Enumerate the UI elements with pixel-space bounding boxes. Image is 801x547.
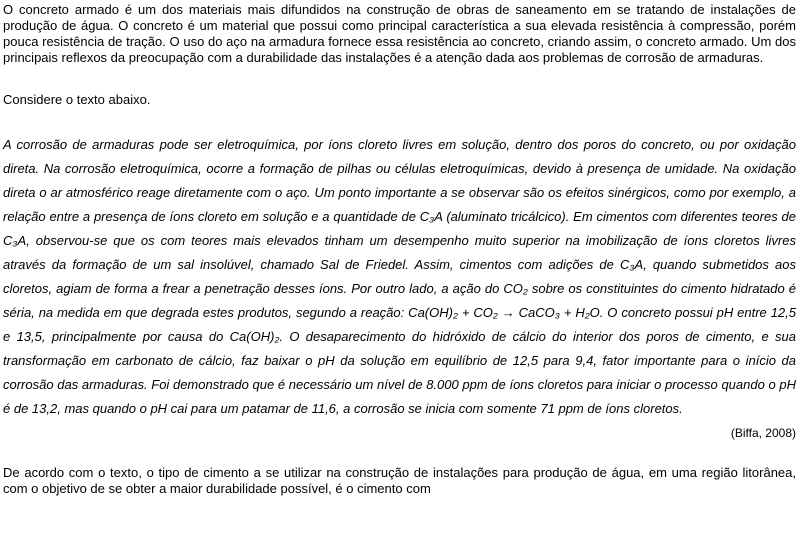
quote-citation: (Biffa, 2008) bbox=[730, 426, 796, 440]
intro-paragraph: O concreto armado é um dos materiais mais difundidos na construção de obras de saneamento em se tratando de instalações de produção de água. O concreto é um material que possui como principal característica a sua elevada resistência à compressão, porém pouca resistência de tração. O uso do aço na armadura fornece essa resistência ao concreto, criando assim, o concreto armado. Um dos principais reflexos da preocupação com a durabilidade das instalações é a atenção dada aos problemas de corrosão de armaduras. bbox=[3, 2, 796, 65]
question-stem: De acordo com o texto, o tipo de cimento a se utilizar na construção de instalações para produção de água, em uma região litorânea, com o objetivo de se obter a maior durabilidade possível, é o cimento com bbox=[3, 465, 796, 496]
instruction-line: Considere o texto abaixo. bbox=[3, 92, 151, 107]
quote-paragraph: A corrosão de armaduras pode ser eletroquímica, por íons cloreto livres em solução, dentro dos poros do concreto, ou por oxidação direta. Na corrosão eletroquímica, ocorre a formação de pilhas ou células eletroquímicas, devido à presença de umidade. Na oxidação direta o ar atmosférico reage diretamente com o aço. Um ponto importante a se observar são os efeitos sinérgicos, como por exemplo, a relação entre a presença de íons cloreto em solução e a quantidade de C₃A (aluminato tricálcico). Em cimentos com diferentes teores de C₃A, observou-se que os com teores mais elevados tinham um desempenho muito superior na imobilização de íons cloretos livres através da formação de um sal insolúvel, chamado Sal de Friedel. Assim, cimentos com adições de C₃A, quando submetidos aos cloretos, agiam de forma a frear a penetração desses íons. Por outro lado, a ação do CO₂ sobre os constituintes do cimento hidratado é séria, na medida em que degrada estes produtos, segundo a reação: Ca(OH)₂ + CO₂ → CaCO₃ + H₂O. O concreto possui pH entre 12,5 e 13,5, principalmente por causa do Ca(OH)₂. O desaparecimento do hidróxido de cálcio do interior dos poros de cimento, e sua transformação em carbonato de cálcio, faz baixar o pH da solução em equilíbrio de 12,5 para 9,4, fator importante para o início da corrosão das armaduras. Foi demonstrado que é necessário um nível de 8.000 ppm de íons cloretos para iniciar o processo quando o pH é de 13,2, mas quando o pH cai para um patamar de 11,6, a corrosão se inicia com somente 71 ppm de íons cloretos. bbox=[3, 137, 796, 416]
quoted-text-block bbox=[3, 133, 796, 440]
